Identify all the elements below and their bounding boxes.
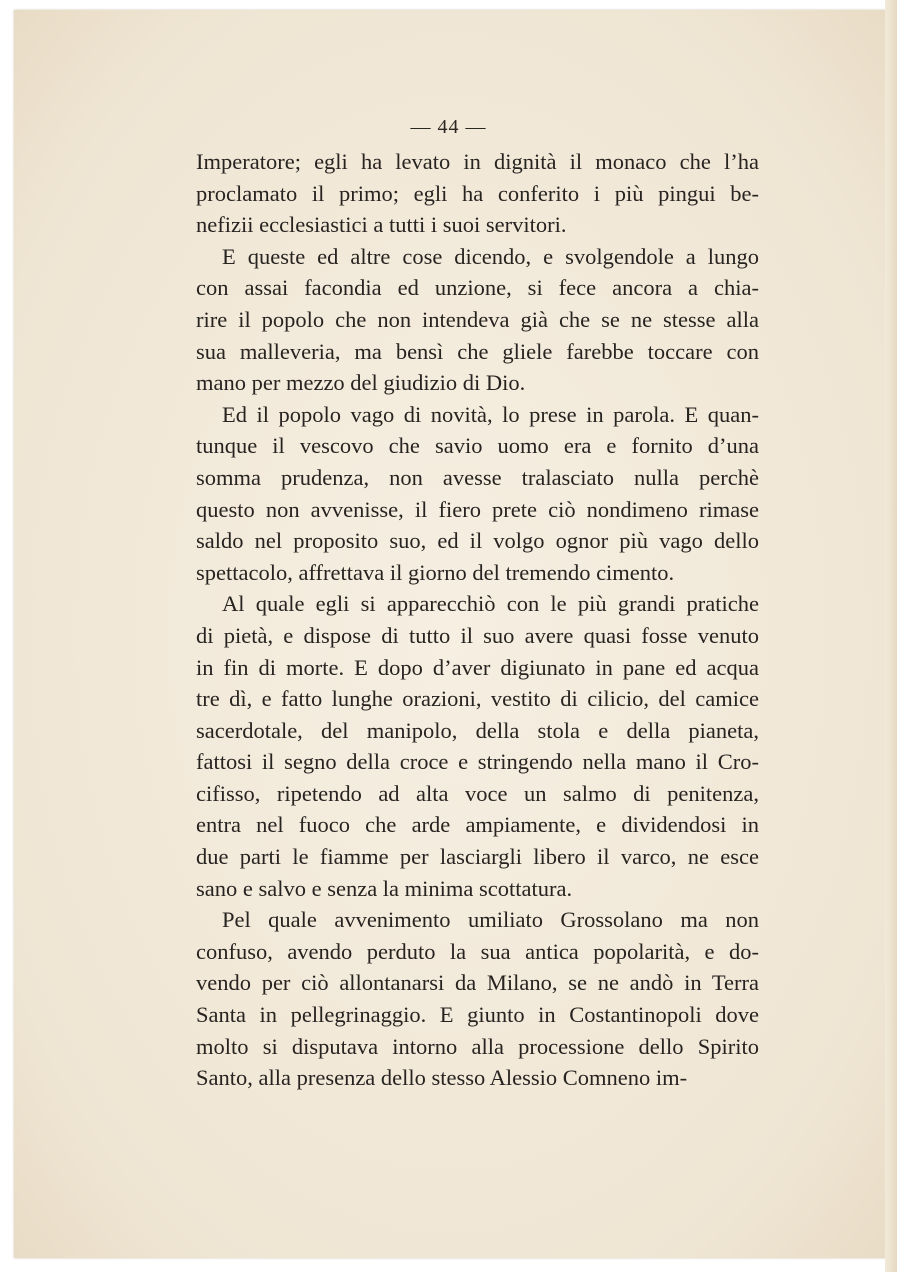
- text-line: con assai facondia ed unzione, si fece ancora a chia-: [196, 275, 759, 301]
- text-line: sua malleveria, ma bensì che gliele farebbe toccare con: [196, 338, 759, 364]
- text-line: mano per mezzo del giudizio di Dio.: [196, 370, 526, 396]
- text-line: Santa in pellegrinaggio. E giunto in Costantinopoli dove: [196, 1002, 759, 1028]
- text-line: di pietà, e dispose di tutto il suo avere quasi fosse venuto: [196, 622, 759, 648]
- text-line: tre dì, e fatto lunghe orazioni, vestito di cilicio, del camice: [196, 686, 759, 712]
- text-line: cifisso, ripetendo ad alta voce un salmo di penitenza,: [196, 780, 759, 806]
- text-line: sacerdotale, del manipolo, della stola e della pianeta,: [196, 717, 759, 743]
- text-line: in fin di morte. E dopo d’aver digiunato in pane ed acqua: [196, 654, 759, 680]
- text-line: fattosi il segno della croce e stringendo nella mano il Cro-: [196, 749, 759, 775]
- text-line: tunque il vescovo che savio uomo era e fornito d’una: [196, 433, 759, 459]
- text-line: Imperatore; egli ha levato in dignità il monaco che l’ha: [196, 149, 759, 174]
- text-line: Pel quale avvenimento umiliato Grossolano ma non: [222, 907, 759, 933]
- text-line: molto si disputava intorno alla processione dello Spirito: [196, 1033, 759, 1059]
- body-text: [196, 146, 759, 1094]
- text-line: sano e salvo e senza la minima scottatura.: [196, 875, 573, 901]
- text-line: due parti le fiamme per lasciargli libero il varco, ne esce: [196, 844, 759, 870]
- text-line: Al quale egli si apparecchiò con le più grandi pratiche: [222, 591, 759, 617]
- text-line: E queste ed altre cose dicendo, e svolgendole a lungo: [222, 243, 759, 269]
- text-line: questo non avvenisse, il fiero prete ciò nondimeno rimase: [196, 496, 759, 522]
- text-line: nefizii ecclesiastici a tutti i suoi servitori.: [196, 212, 567, 238]
- page-edge: [885, 0, 897, 1272]
- text-line: entra nel fuoco che arde ampiamente, e dividendosi in: [196, 812, 759, 838]
- text-line: proclamato il primo; egli ha conferito i più pingui be-: [196, 180, 759, 206]
- text-line: confuso, avendo perduto la sua antica popolarità, e do-: [196, 938, 759, 964]
- page-number: — 44 —: [410, 116, 487, 138]
- text-line: spettacolo, affrettava il giorno del tremendo cimento.: [196, 559, 675, 585]
- text-line: rire il popolo che non intendeva già che se ne stesse alla: [196, 306, 759, 332]
- text-line: vendo per ciò allontanarsi da Milano, se ne andò in Terra: [196, 970, 759, 996]
- text-line: Ed il popolo vago di novità, lo prese in parola. E quan-: [222, 401, 759, 427]
- text-line: saldo nel proposito suo, ed il volgo ognor più vago dello: [196, 528, 759, 554]
- text-line: Santo, alla presenza dello stesso Alessio Comneno im-: [196, 1065, 688, 1091]
- text-line: somma prudenza, non avesse tralasciato nulla perchè: [196, 464, 759, 490]
